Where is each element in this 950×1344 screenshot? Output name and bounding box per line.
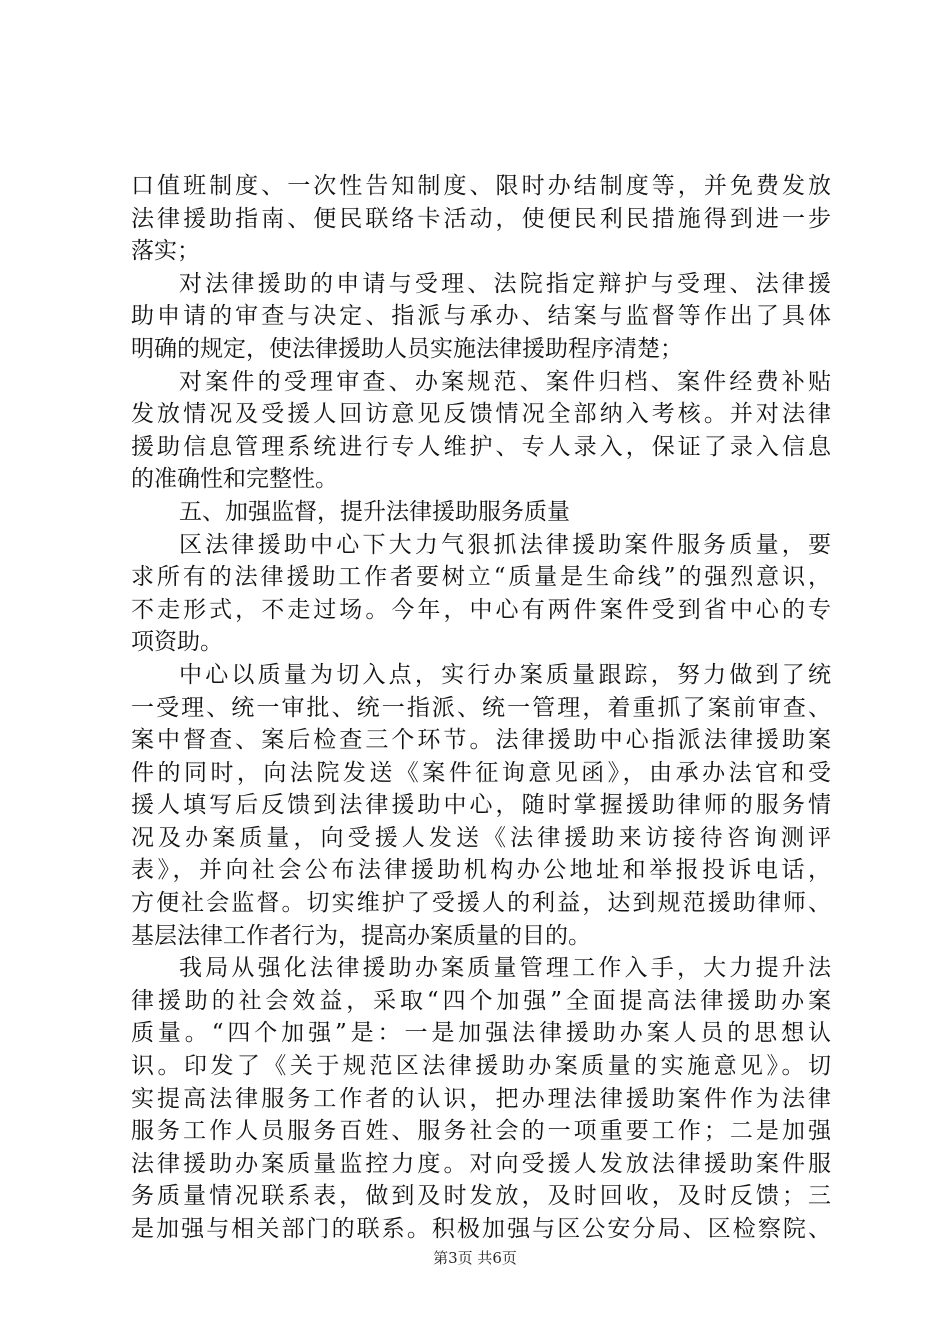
- body-line: 明确的规定，使法律援助人员实施法律援助程序清楚；: [131, 335, 683, 362]
- body-line: 对法律援助的申请与受理、法院指定辩护与受理、法律援: [179, 270, 831, 297]
- body-line: 实提高法律服务工作者的认识，把办理法律援助案件作为法律: [131, 1085, 831, 1112]
- body-line: 援助信息管理系统进行专人维护、专人录入，保证了录入信息: [131, 433, 831, 460]
- section-heading: 五、加强监督，提升法律援助服务质量: [179, 498, 570, 525]
- body-line: 是加强与相关部门的联系。积极加强与区公安分局、区检察院、: [131, 1216, 831, 1242]
- body-line: 不走形式，不走过场。今年，中心有两件案件受到省中心的专: [131, 596, 831, 623]
- body-line: 律援助的社会效益，采取“四个加强”全面提高法律援助办案: [131, 987, 831, 1014]
- body-line: 我局从强化法律援助办案质量管理工作入手，大力提升法: [179, 955, 831, 982]
- body-line: 项资助。: [131, 629, 223, 656]
- body-line: 案中督查、案后检查三个环节。法律援助中心指派法律援助案: [131, 727, 831, 754]
- document-body: [131, 170, 831, 1246]
- body-line: 基层法律工作者行为，提高办案质量的目的。: [131, 922, 591, 949]
- body-line: 质量。“四个加强”是：一是加强法律援助办案人员的思想认: [131, 1020, 831, 1047]
- page-number-label: 第3页 共6页: [433, 1249, 517, 1267]
- body-line: 一受理、统一审批、统一指派、统一管理，着重抓了案前审查、: [131, 694, 831, 721]
- body-line: 援人填写后反馈到法律援助中心，随时掌握援助律师的服务情: [131, 792, 831, 819]
- body-line: 服务工作人员服务百姓、服务社会的一项重要工作；二是加强: [131, 1118, 831, 1145]
- body-line: 落实；: [131, 238, 200, 265]
- body-line: 助申请的审查与决定、指派与承办、结案与监督等作出了具体: [131, 303, 831, 330]
- body-line: 方便社会监督。切实维护了受援人的利益，达到规范援助律师、: [131, 890, 831, 917]
- body-line: 的准确性和完整性。: [131, 466, 338, 493]
- body-line: 法律援助办案质量监控力度。对向受援人发放法律援助案件服: [131, 1150, 831, 1177]
- body-line: 况及办案质量，向受援人发送《法律援助来访接待咨询测评: [131, 824, 831, 851]
- body-line: 务质量情况联系表，做到及时发放，及时回收，及时反馈；三: [131, 1183, 831, 1210]
- body-line: 发放情况及受援人回访意见反馈情况全部纳入考核。并对法律: [131, 401, 831, 428]
- body-line: 口值班制度、一次性告知制度、限时办结制度等，并免费发放: [131, 173, 831, 199]
- body-line: 法律援助指南、便民联络卡活动，使便民利民措施得到进一步: [131, 205, 831, 232]
- body-line: 识。印发了《关于规范区法律援助办案质量的实施意见》。切: [131, 1053, 831, 1080]
- page-footer: [0, 1248, 950, 1268]
- body-line: 表》，并向社会公布法律援助机构办公地址和举报投诉电话，: [131, 857, 831, 884]
- body-line: 件的同时，向法院发送《案件征询意见函》，由承办法官和受: [131, 759, 831, 786]
- body-line: 对案件的受理审查、办案规范、案件归档、案件经费补贴: [179, 368, 831, 395]
- body-line: 求所有的法律援助工作者要树立“质量是生命线”的强烈意识，: [131, 564, 831, 591]
- body-line: 区法律援助中心下大力气狠抓法律援助案件服务质量，要: [179, 531, 831, 558]
- body-line: 中心以质量为切入点，实行办案质量跟踪，努力做到了统: [179, 661, 831, 688]
